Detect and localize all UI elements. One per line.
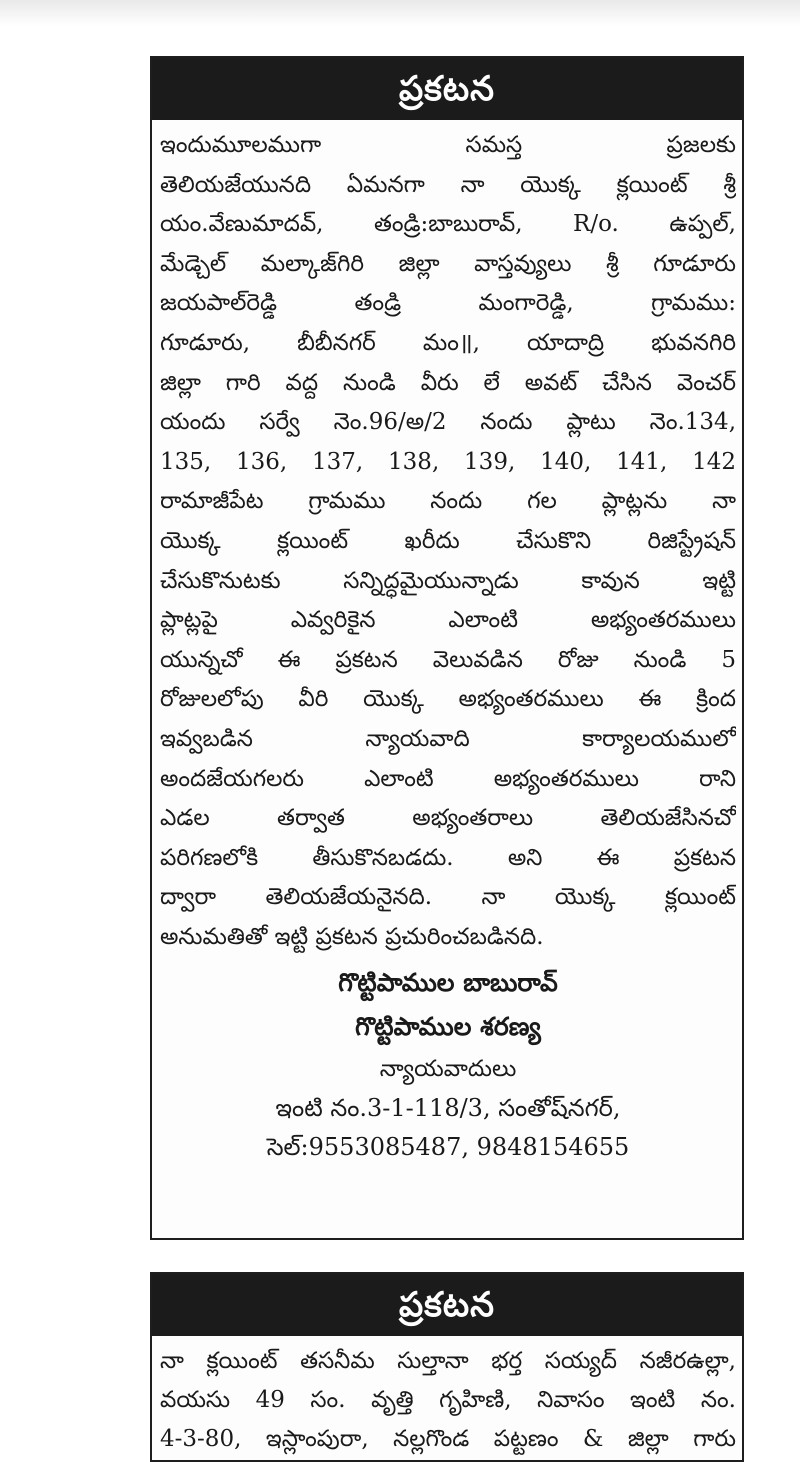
notice-line: జిల్లా గారి వద్ద నుండి వీరు లే అవట్ చేసిన వెంచర్ (160, 369, 736, 396)
notice-line: యం.వేణుమాదవ్, తండ్రి:బాబురావ్, R/o. ఉప్పల్, (160, 211, 736, 238)
notice-line: 4-3-80, ఇస్లాంపురా, నల్లగొండ పట్టణం & జిల్లా గారు (160, 1426, 736, 1452)
notice-line: తెలియజేయునది ఏమనగా నా యొక్క క్లయింట్ శ్రీ (160, 171, 736, 198)
legal-notice-2 (150, 1272, 744, 1462)
notice-title: ప్రకటన (152, 1274, 742, 1336)
notice-body (152, 1336, 742, 1459)
notice-line: యందు సర్వే నెం.96/అ/2 నందు ప్లాటు నెం.134, (160, 409, 736, 436)
newspaper-background-strip (0, 0, 800, 26)
advocate-role: న్యాయవాదులు (379, 1056, 517, 1083)
advocate-name: గొట్టిపాముల శరణ్య (355, 1012, 541, 1042)
notice-line: పరిగణలోకి తీసుకొనబడదు. అని ఈ ప్రకటన (160, 844, 736, 871)
notice-line: అందజేయగలరు ఎలాంటి అభ్యంతరములు రాని (160, 765, 736, 792)
notice-line: రోజులలోపు వీరి యొక్క అభ్యంతరములు ఈ క్రింద (160, 686, 736, 713)
notice-line: చేసుకొనుటకు సన్నిద్ధమైయున్నాడు కావున ఇట్టి (160, 567, 736, 594)
notice-body (152, 120, 742, 1167)
advocate-name: గొట్టిపాముల బాబురావ్ (338, 968, 558, 998)
notice-line: నా క్లయింట్ తసనీమ సుల్తానా భర్త సయ్యద్ నజీరఉల్లా, (160, 1348, 736, 1374)
notice-line: ఇవ్వబడిన న్యాయవాది కార్యాలయములో (160, 725, 736, 752)
notice-line: యున్నచో ఈ ప్రకటన వెలువడిన రోజు నుండి 5 (160, 646, 736, 673)
advocate-phone: సెల్:9553085487, 9848154655 (266, 1133, 630, 1162)
notice-title: ప్రకటన (152, 58, 742, 120)
notice-line: అనుమతితో ఇట్టి ప్రకటన ప్రచురించబడినది. (160, 923, 544, 950)
notice-line: రామాజీపేట గ్రామము నందు గల ప్లాట్లను నా (160, 488, 736, 515)
notice-line: ప్లాట్లపై ఎవ్వరికైన ఎలాంటి అభ్యంతరములు (160, 607, 736, 634)
notice-line: యొక్క క్లయింట్ ఖరీదు చేసుకొని రిజిస్ట్రేషన్ (160, 527, 736, 554)
notice-line: గూడూరు, బీబీనగర్ మం॥, యాదాద్రి భువనగిరి (160, 329, 736, 356)
notice-line: జయపాల్‌రెడ్డి తండ్రి మంగారెడ్డి, గ్రామము: (160, 290, 736, 317)
notice-line: మేడ్చెల్ మల్కాజ్‌గిరి జిల్లా వాస్తవ్యులు శ్రీ గూడూరు (160, 250, 736, 277)
notice-line: ఇందుమూలముగా సమస్త ప్రజలకు (160, 132, 736, 158)
notice-line: ద్వారా తెలియజేయనైనది. నా యొక్క క్లయింట్ (160, 884, 736, 911)
notice-line: 135, 136, 137, 138, 139, 140, 141, 142 (160, 448, 736, 475)
advocate-address: ఇంటి నం.3-1-118/3, సంతోష్‌నగర్, (275, 1094, 621, 1123)
notice-line: వయసు 49 సం. వృత్తి గృహిణి, నివాసం ఇంటి నం. (160, 1387, 736, 1413)
notice-line: ఎడల తర్వాత అభ్యంతరాలు తెలియజేసినచో (160, 805, 736, 832)
advocate-signoff (160, 957, 736, 1167)
legal-notice-1 (150, 56, 744, 1240)
